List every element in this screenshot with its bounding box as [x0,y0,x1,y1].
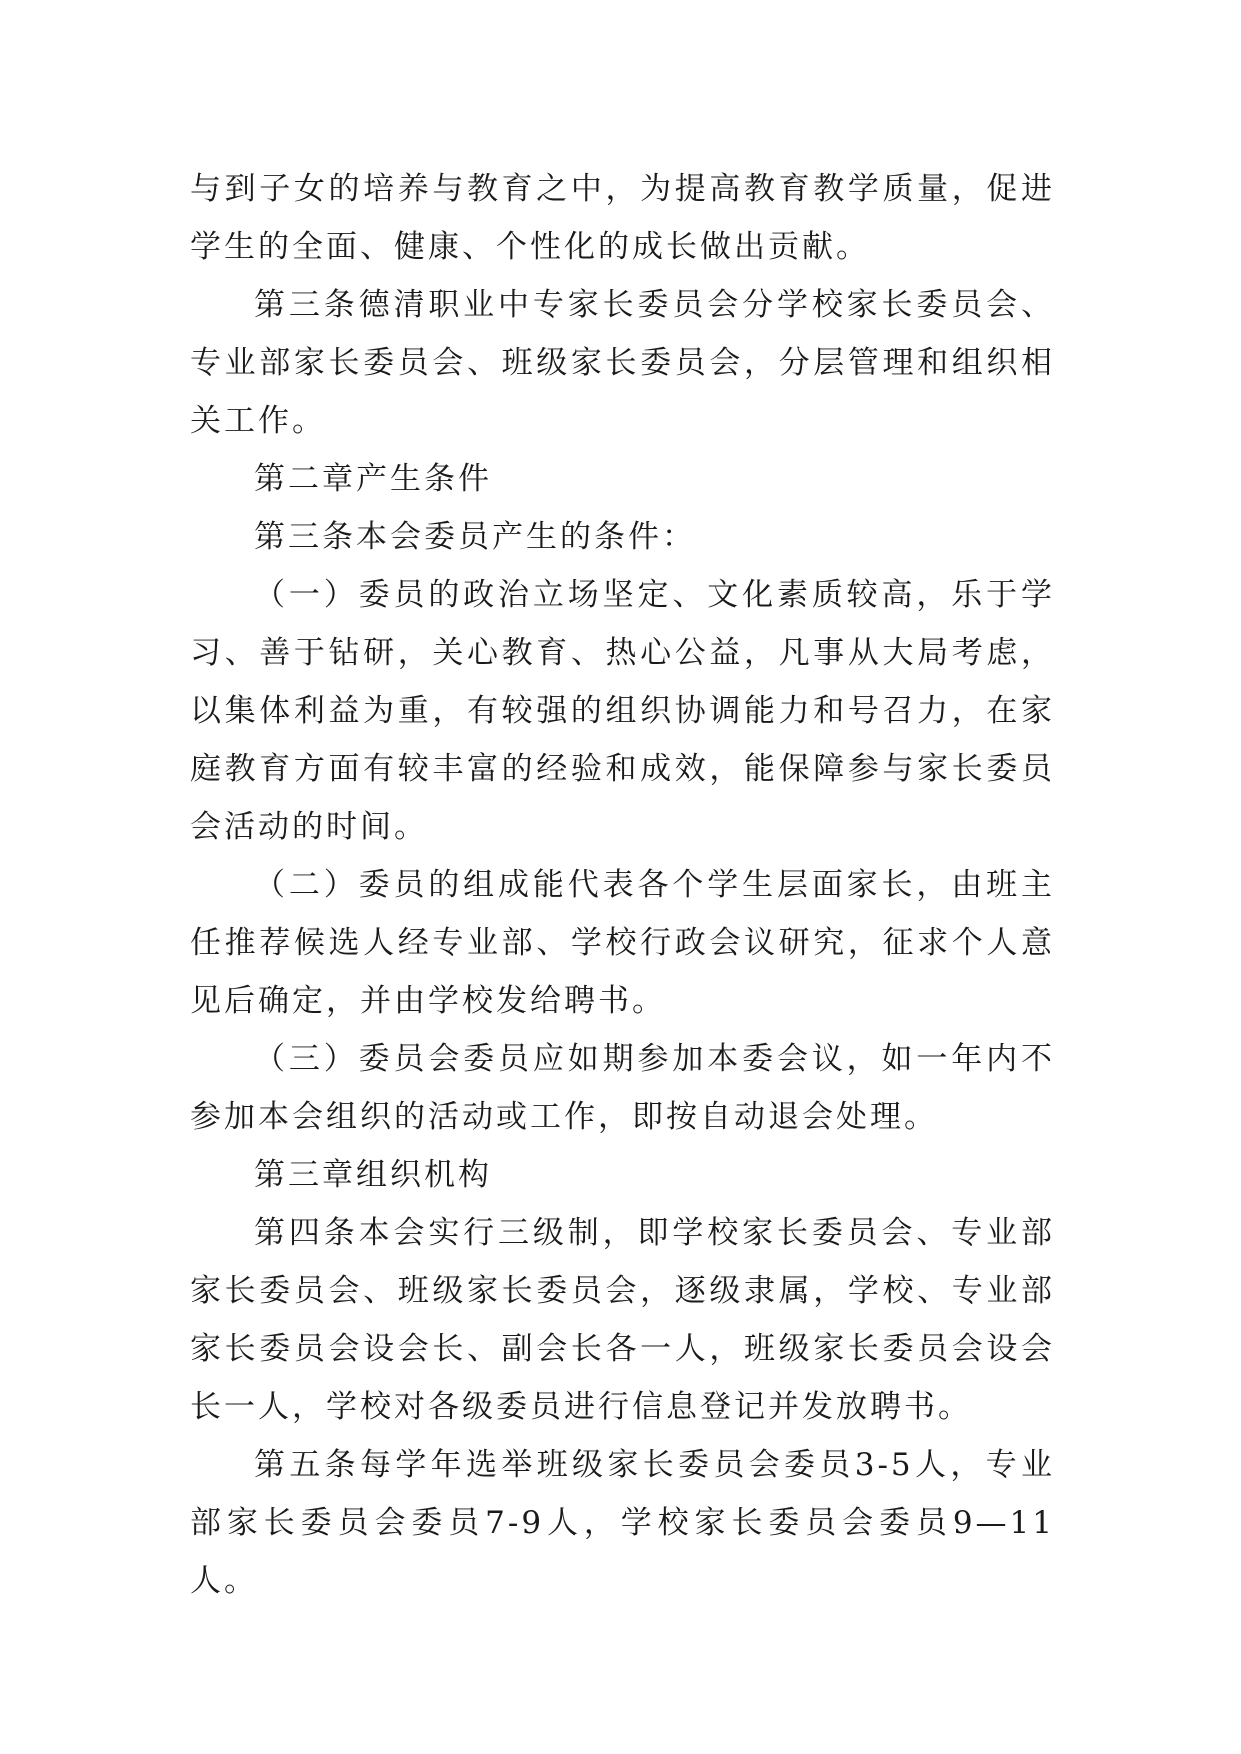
document-body [190,160,1055,1610]
chapter-2-heading: 第二章产生条件 [254,461,492,497]
article-5: 第五条每学年选举班级家长委员会委员3-5人，专业部家长委员会委员7-9人，学校家长委员会委员9—11人。 [190,1447,1055,1599]
article-3-conditions: 第三条本会委员产生的条件： [254,519,696,555]
chapter-3-heading: 第三章组织机构 [254,1157,492,1193]
paragraph-continuation: 与到子女的培养与教育之中，为提高教育教学质量，促进学生的全面、健康、个性化的成长做出贡献。 [190,171,1055,265]
condition-item-3: （三）委员会委员应如期参加本委会议，如一年内不参加本会组织的活动或工作，即按自动退会处理。 [190,1041,1055,1135]
condition-item-2: （二）委员的组成能代表各个学生层面家长，由班主任推荐候选人经专业部、学校行政会议研究，征求个人意见后确定，并由学校发给聘书。 [190,867,1055,1019]
condition-item-1: （一）委员的政治立场坚定、文化素质较高，乐于学习、善于钻研，关心教育、热心公益，凡事从大局考虑，以集体利益为重，有较强的组织协调能力和号召力，在家庭教育方面有较丰富的经验和成效，能保障参与家长委员会活动的时间。 [190,577,1055,845]
article-4: 第四条本会实行三级制，即学校家长委员会、专业部家长委员会、班级家长委员会，逐级隶属，学校、专业部家长委员会设会长、副会长各一人，班级家长委员会设会长一人，学校对各级委员进行信息登记并发放聘书。 [190,1215,1055,1425]
article-3-organization: 第三条德清职业中专家长委员会分学校家长委员会、专业部家长委员会、班级家长委员会，分层管理和组织相关工作。 [190,287,1055,439]
